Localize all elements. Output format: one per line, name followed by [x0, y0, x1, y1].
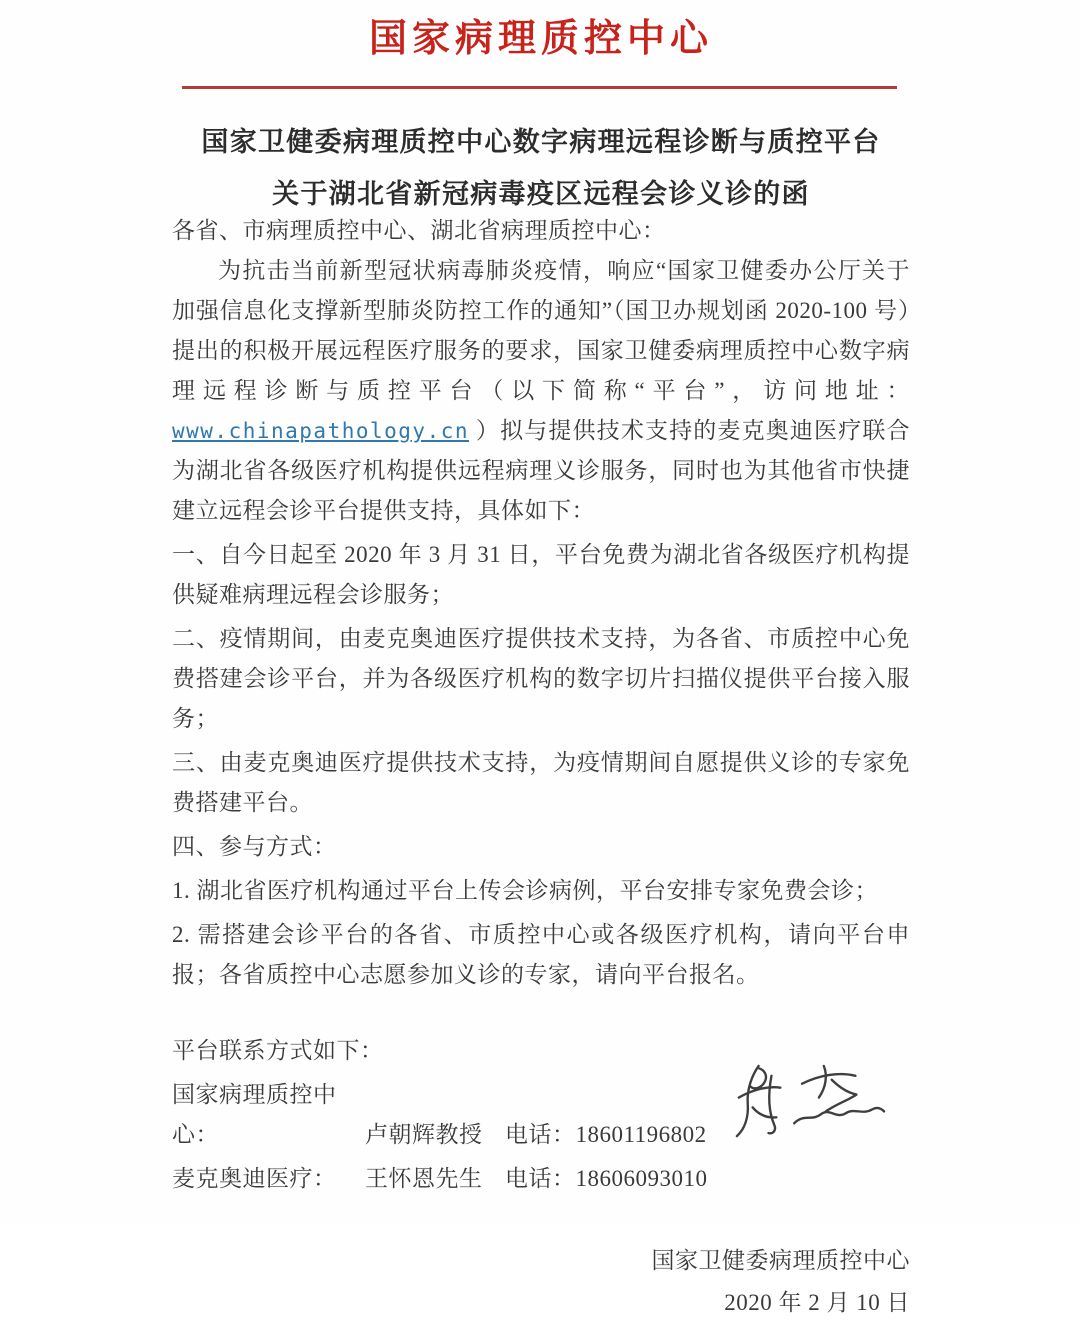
salutation: 各省、市病理质控中心、湖北省病理质控中心：: [172, 218, 666, 243]
contact-intro: 平台联系方式如下：: [172, 1038, 384, 1063]
signoff-organization: 国家卫健委病理质控中心: [651, 1248, 910, 1273]
signature-handwriting: [725, 1060, 893, 1144]
sub-item-2: 2. 需搭建会诊平台的各省、市质控中心或各级医疗机构，请向平台申报；各省质控中心志愿参加义诊的专家，请向平台报名。: [172, 922, 910, 987]
document-title-line2: 关于湖北省新冠病毒疫区远程会诊义诊的函: [272, 179, 810, 209]
signoff-block: [172, 1241, 910, 1323]
letterhead-divider: [182, 86, 897, 89]
list-item-1: 一、自今日起至 2020 年 3 月 31 日，平台免费为湖北省各级医疗机构提供疑难病理远程会诊服务；: [172, 542, 910, 607]
sub-item-1: 1. 湖北省医疗机构通过平台上传会诊病例，平台安排专家免费会诊；: [172, 878, 878, 903]
intro-text-before-url: 为抗击当前新型冠状病毒肺炎疫情，响应“国家卫健委办公厅关于加强信息化支撑新型肺炎防控工作的通知”（国卫办规划函 2020-100 号）提出的积极开展远程医疗服务的要求，国家卫健委病理质控中心数字病理远程诊断与质控平台（以下简称“平台”，访问地址：: [172, 258, 910, 403]
contact-person-name: 卢朝辉教授: [365, 1122, 483, 1147]
letterhead-title: 国家病理质控中心: [368, 18, 713, 60]
contact-person-name: 王怀恩先生: [365, 1166, 483, 1191]
phone-label: 电话：: [505, 1166, 576, 1191]
contact-row-motic-medical: [172, 1159, 910, 1199]
phone-number: 18606093010: [575, 1166, 708, 1191]
platform-url-link[interactable]: www.chinapathology.cn: [172, 419, 470, 443]
contact-org-label: 麦克奥迪医疗：: [172, 1166, 337, 1191]
list-item-3: 三、由麦克奥迪医疗提供技术支持，为疫情期间自愿提供义诊的专家免费搭建平台。: [172, 750, 910, 815]
phone-label: 电话：: [505, 1122, 576, 1147]
list-item-4: 四、参与方式：: [172, 834, 337, 859]
phone-number: 18601196802: [575, 1122, 707, 1147]
document-title-line1: 国家卫健委病理质控中心数字病理远程诊断与质控平台: [201, 127, 881, 157]
contact-org-label: 国家病理质控中心：: [172, 1082, 337, 1147]
intro-text-after-url: ）拟与提供技术支持的麦克奥迪医疗联合为湖北省各级医疗机构提供远程病理义诊服务，同时也为其他省市快捷建立远程会诊平台提供支持，具体如下：: [172, 418, 910, 523]
intro-paragraph: [172, 251, 910, 531]
list-item-2: 二、疫情期间，由麦克奥迪医疗提供技术支持，为各省、市质控中心免费搭建会诊平台，并为各级医疗机构的数字切片扫描仪提供平台接入服务；: [172, 626, 910, 731]
signoff-date: 2020 年 2 月 10 日: [724, 1290, 910, 1315]
